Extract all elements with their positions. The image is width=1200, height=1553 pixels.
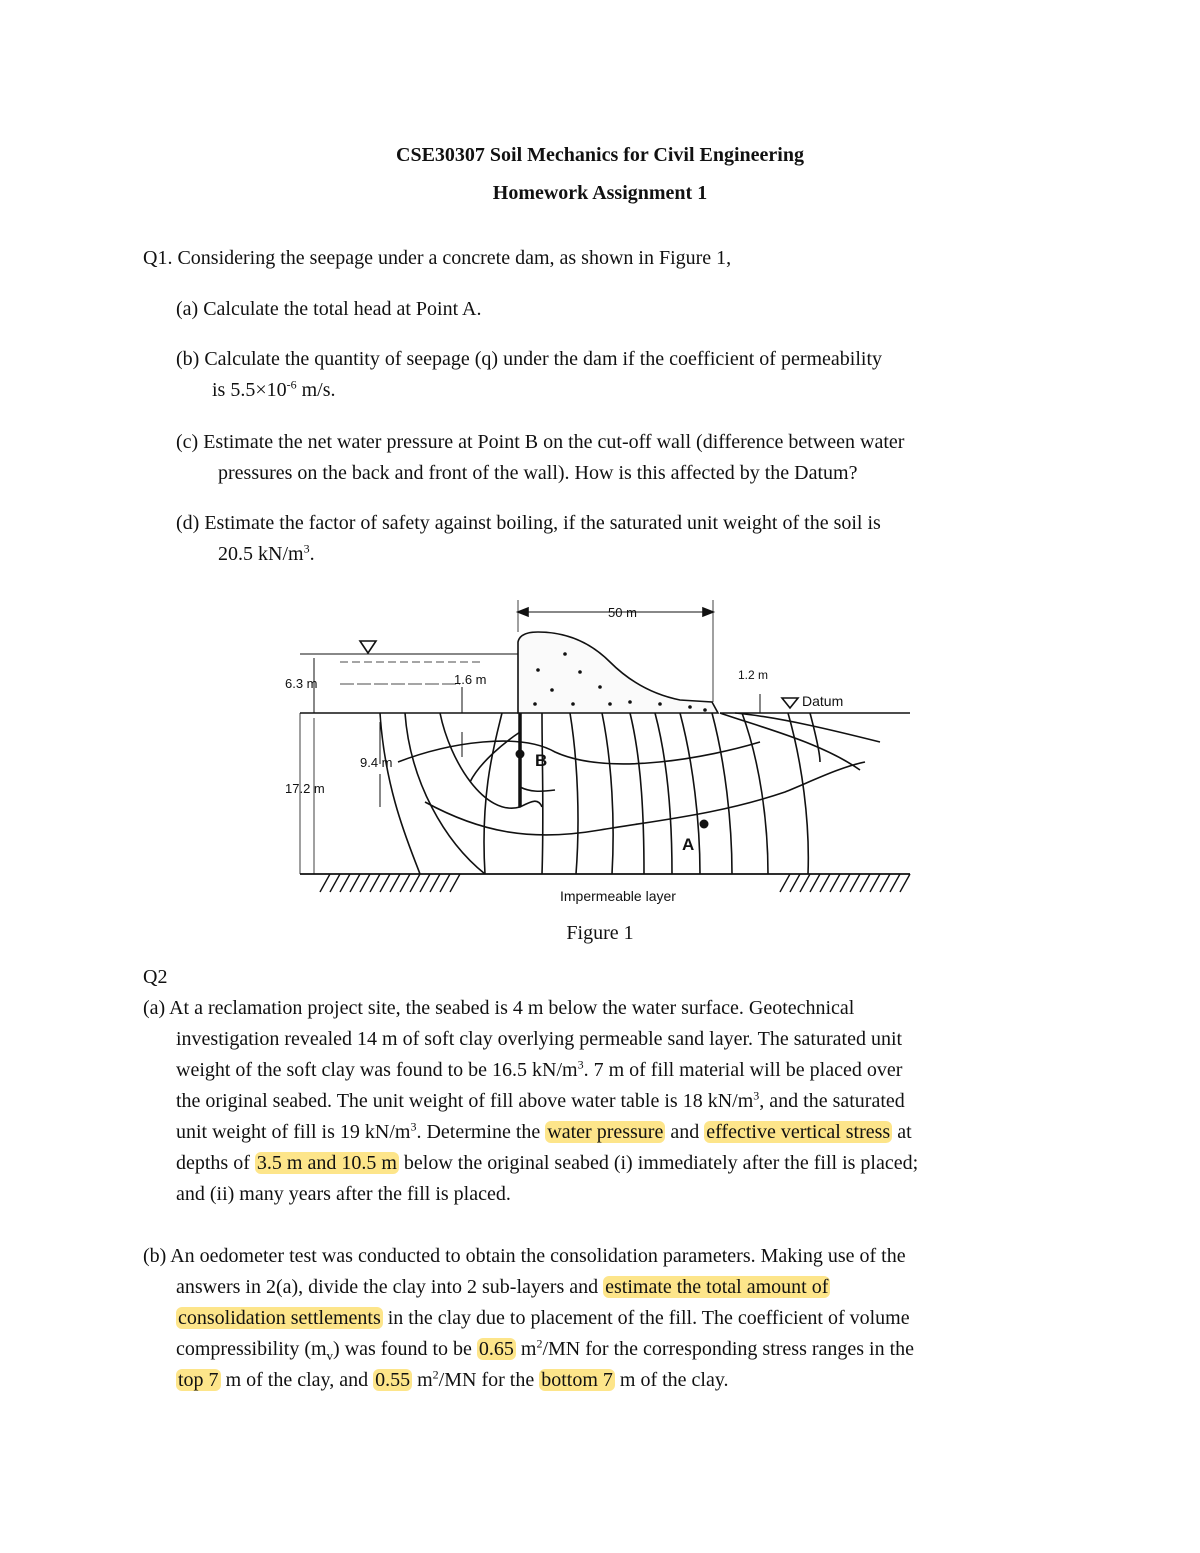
q2a-l4-text2: , and the saturated xyxy=(759,1090,905,1112)
q2b-line2 xyxy=(176,1272,1058,1303)
highlight-effective-stress: effective vertical stress xyxy=(706,1121,891,1143)
q2a-line1: (a) At a reclamation project site, the seabed is 4 m below the water surface. Geotechnical xyxy=(143,997,855,1019)
q2a-l4-exp: 3 xyxy=(753,1088,760,1103)
label-impermeable-layer: Impermeable layer xyxy=(560,888,676,904)
q2b-line3 xyxy=(176,1303,1058,1334)
q2a-l5-and: and xyxy=(665,1121,705,1143)
q1-part-d-line1: (d) Estimate the factor of safety against boiling, if the saturated unit weight of the soil is xyxy=(176,512,881,534)
arrow-right-icon xyxy=(703,608,713,616)
label-9-4m: 9.4 m xyxy=(360,755,393,770)
point-a-marker xyxy=(700,820,709,829)
q1-b-text: is 5.5×10 xyxy=(212,379,287,401)
impermeable-hatch-right xyxy=(780,874,910,892)
q1-d-exponent: 3 xyxy=(303,541,310,556)
equipotential-u2 xyxy=(484,713,502,874)
q2b-l5-b: m xyxy=(412,1369,433,1391)
highlight-consolidation: consolidation settlements xyxy=(178,1307,381,1329)
q1-d-text: 20.5 kN/m xyxy=(218,543,304,565)
q1-part-c-line2: pressures on the back and front of the wall). How is this affected by the Datum? xyxy=(218,462,858,484)
point-b-marker xyxy=(516,750,525,759)
q2a-line5 xyxy=(176,1117,1058,1148)
q2b-l4-mid: ) was found to be xyxy=(333,1338,477,1360)
highlight-0-55: 0.55 xyxy=(375,1369,411,1391)
label-1-6m: 1.6 m xyxy=(454,672,487,687)
equipotential-8 xyxy=(742,713,768,874)
q2b-mv-subscript: v xyxy=(326,1348,334,1363)
label-point-a: A xyxy=(682,835,695,854)
q2a-line3 xyxy=(176,1055,1058,1086)
impermeable-hatch-left xyxy=(320,874,460,892)
highlight-estimate-total: estimate the total amount of xyxy=(605,1276,829,1298)
q1-part-b-line2 xyxy=(212,375,336,406)
q2a-l6-text: depths of xyxy=(176,1152,255,1174)
q2b-l4-text: compressibility (m xyxy=(176,1338,327,1360)
q2a-l4-text: the original seabed. The unit weight of fill above water table is 18 kN/m xyxy=(176,1090,754,1112)
arrow-left-icon xyxy=(518,608,528,616)
q1-d-period: . xyxy=(309,543,315,565)
label-point-b: B xyxy=(535,751,548,770)
equipotential-2 xyxy=(570,713,578,874)
flow-line-lower xyxy=(425,762,865,835)
highlight-water-pressure: water pressure xyxy=(547,1121,664,1143)
q2a-l5-text2: . Determine the xyxy=(416,1121,546,1143)
label-50m: 50 m xyxy=(608,605,637,620)
q2b-l2-text: answers in 2(a), divide the clay into 2 sub-layers and xyxy=(176,1276,604,1298)
q1-part-b-line1: (b) Calculate the quantity of seepage (q) under the dam if the coefficient of permeability xyxy=(176,348,883,370)
label-datum: Datum xyxy=(802,693,844,709)
water-level-symbol-icon xyxy=(360,641,376,653)
highlight-0-65: 0.65 xyxy=(478,1338,514,1360)
highlight-bottom-7: bottom 7 xyxy=(541,1369,613,1391)
q1-b-exponent: -6 xyxy=(286,377,297,392)
equipotential-5 xyxy=(655,713,672,874)
q2b-l4-text2: /MN for the corresponding stress ranges in the xyxy=(542,1338,915,1360)
flow-line-3 xyxy=(380,713,420,874)
figure-1-dam-flow-net xyxy=(280,592,930,912)
q1-intro-text: Considering the seepage under a concrete dam, as shown in Figure 1, xyxy=(177,247,732,269)
concrete-dam xyxy=(518,632,718,713)
assignment-title: Homework Assignment 1 xyxy=(492,182,708,204)
q1-intro xyxy=(143,243,731,274)
label-17-2m: 17.2 m xyxy=(285,781,325,796)
datum-symbol-icon xyxy=(782,698,798,708)
q1-part-a: (a) Calculate the total head at Point A. xyxy=(176,298,482,320)
equipotential-3 xyxy=(602,713,613,874)
flow-line-tip xyxy=(520,787,555,791)
figure-caption: Figure 1 xyxy=(566,922,634,944)
q2b-line5 xyxy=(176,1365,729,1396)
q2a-l5-exp: 3 xyxy=(410,1119,417,1134)
q2a-l3-text: weight of the soft clay was found to be 16.5 kN/m xyxy=(176,1059,578,1081)
q2b-l5-c: /MN for the xyxy=(438,1369,540,1391)
q1-part-c-line1: (c) Estimate the net water pressure at Point B on the cut-off wall (difference between water xyxy=(176,431,905,453)
q2-label: Q2 xyxy=(143,966,168,988)
equipotential-10 xyxy=(810,713,820,762)
q2b-l3-text: in the clay due to placement of the fill. The coefficient of volume xyxy=(382,1307,910,1329)
label-1-2m: 1.2 m xyxy=(738,668,769,682)
q2a-l3-exp: 3 xyxy=(577,1057,584,1072)
q2b-l4-unit: m xyxy=(515,1338,537,1360)
q2a-l6-text2: below the original seabed (i) immediately after the fill is placed; xyxy=(398,1152,919,1174)
q2b-line4 xyxy=(176,1334,914,1365)
equipotential-1 xyxy=(542,713,543,874)
q2b-l5-exp: 2 xyxy=(432,1367,439,1382)
highlight-top-7: top 7 xyxy=(178,1369,219,1391)
q2b-line1: (b) An oedometer test was conducted to obtain the consolidation parameters. Making use of the xyxy=(143,1245,906,1267)
q2a-l3-text2: . 7 m of fill material will be placed over xyxy=(583,1059,903,1081)
q2a-line6 xyxy=(176,1148,918,1179)
q1-b-unit: m/s. xyxy=(296,379,336,401)
flow-line-1 xyxy=(405,713,485,874)
course-title: CSE30307 Soil Mechanics for Civil Engineering xyxy=(396,144,804,166)
q2a-line2: investigation revealed 14 m of soft clay overlying permeable sand layer. The saturated unit xyxy=(176,1028,903,1050)
q2a-line4 xyxy=(176,1086,1058,1117)
q1-part-d-line2 xyxy=(218,539,315,570)
q2b-l5-a: m of the clay, and xyxy=(220,1369,374,1391)
label-6-3m: 6.3 m xyxy=(285,676,318,691)
q2a-l5-at: at xyxy=(892,1121,912,1143)
equipotential-4 xyxy=(630,713,644,874)
q2a-line7: and (ii) many years after the fill is placed. xyxy=(176,1183,511,1205)
exit-flow-line-2 xyxy=(735,713,880,742)
equipotential-7 xyxy=(712,713,732,874)
highlight-depths: 3.5 m and 10.5 m xyxy=(256,1152,397,1174)
q1-label: Q1. xyxy=(143,247,173,269)
q2a-l5-text: unit weight of fill is 19 kN/m xyxy=(176,1121,411,1143)
q2b-l5-d: m of the clay. xyxy=(614,1369,729,1391)
q2b-l4-exp: 2 xyxy=(536,1336,543,1351)
